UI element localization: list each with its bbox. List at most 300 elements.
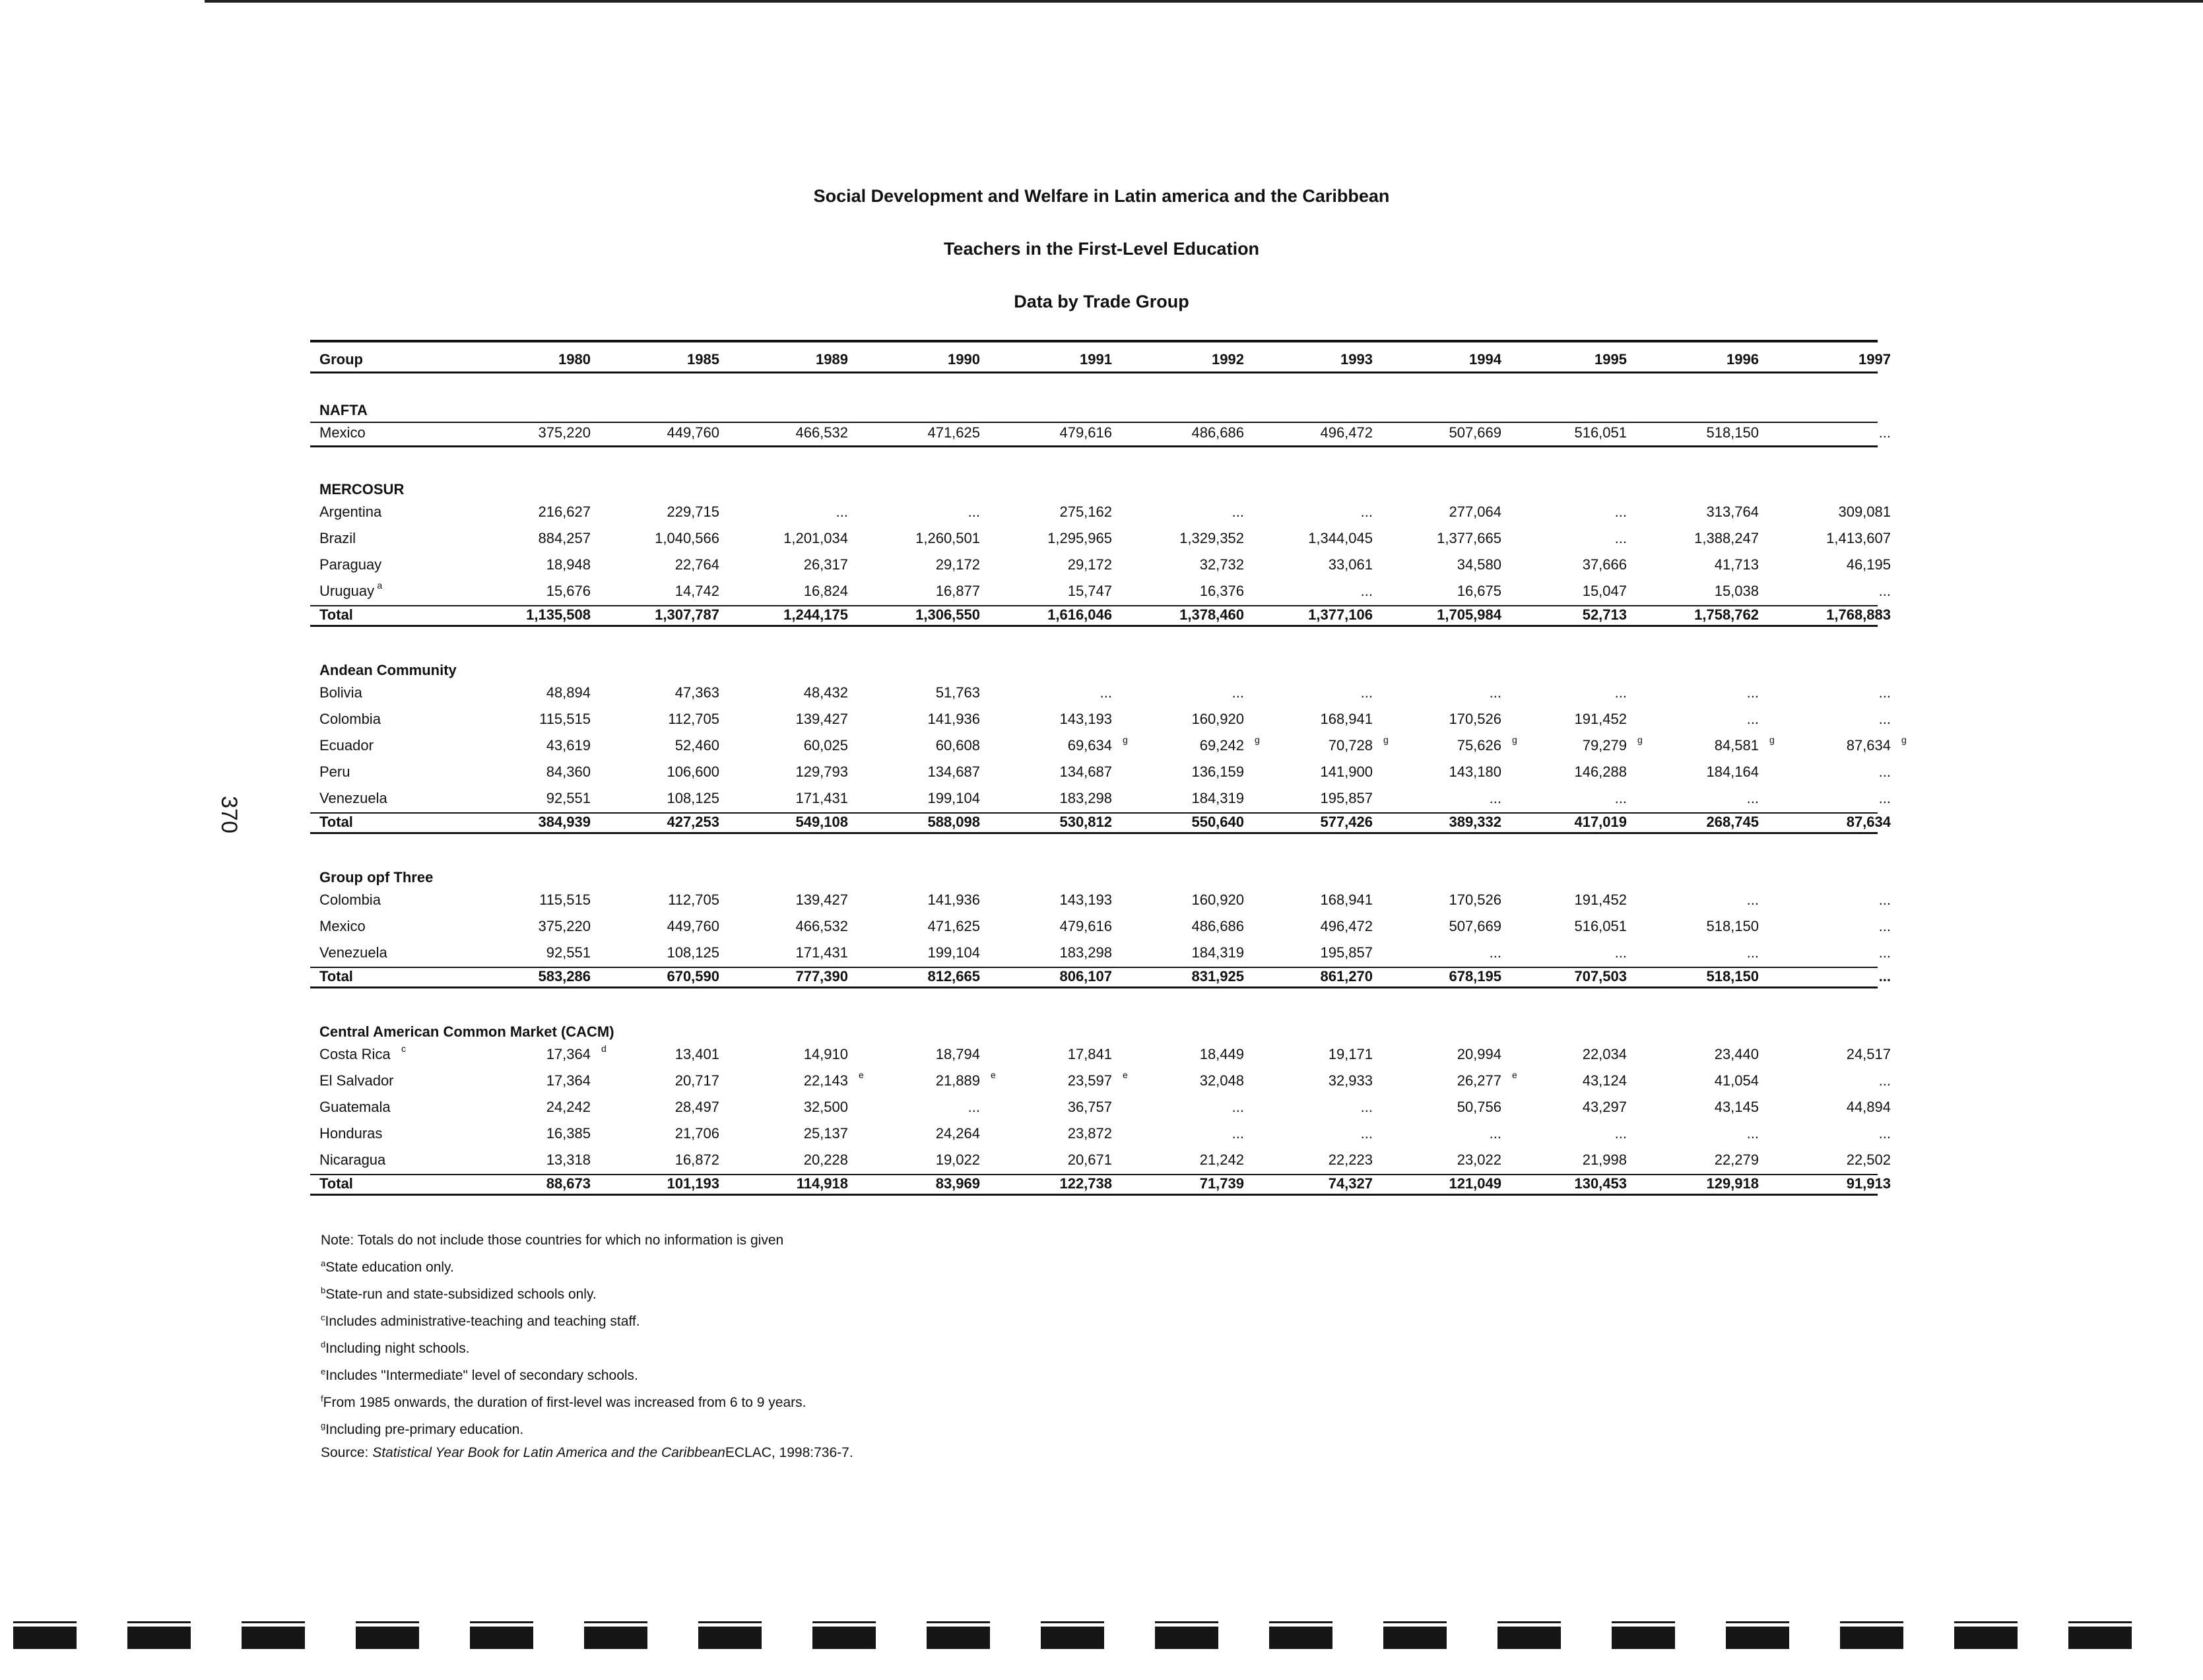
cell-value: 216,627 — [538, 503, 591, 520]
year-header: 1996 — [1726, 351, 1759, 368]
cell-value: 171,431 — [795, 944, 848, 961]
cell-value: ... — [1614, 790, 1627, 806]
cell-value: 60,025 — [803, 737, 848, 754]
header-bottom-rule — [310, 372, 1878, 373]
cell-value: ... — [1878, 1125, 1891, 1142]
source-prefix: Source: — [321, 1445, 373, 1460]
cell-value: 309,081 — [1838, 503, 1891, 520]
cell-value: 466,532 — [795, 424, 848, 441]
edge-mark — [1041, 1623, 1104, 1649]
cell-value: ... — [1878, 1072, 1891, 1089]
cell-value: 486,686 — [1191, 424, 1244, 441]
footnote-marker: g — [1383, 734, 1389, 745]
cell-value: 199,104 — [927, 790, 980, 806]
cell-value: 24,517 — [1846, 1046, 1891, 1062]
footnote-marker: e — [859, 1070, 864, 1080]
footnote-marker: e — [1123, 1070, 1128, 1080]
section-bottom-rule — [310, 445, 1878, 447]
cell-value: 191,452 — [1574, 711, 1627, 727]
cell-value: ... — [1614, 944, 1627, 961]
cell-value: 195,857 — [1320, 790, 1373, 806]
cell-value: 18,948 — [546, 556, 591, 573]
row-label: Bolivia — [319, 684, 362, 701]
footnote-text: Includes "Intermediate" level of secondary schools. — [325, 1368, 638, 1383]
cell-value: 1,040,566 — [655, 530, 719, 546]
table-row — [310, 1151, 1891, 1171]
cell-value: 41,713 — [1714, 556, 1759, 573]
cell-value: ... — [1232, 1125, 1244, 1142]
row-label: Brazil — [319, 530, 356, 546]
cell-value: 170,526 — [1449, 711, 1501, 727]
edge-mark — [2068, 1623, 2132, 1649]
row-label: Mexico — [319, 424, 366, 441]
total-bottom-rule — [310, 625, 1878, 627]
source-line — [321, 1441, 853, 1464]
cell-value: 588,098 — [927, 814, 980, 830]
cell-value: ... — [1489, 1125, 1501, 1142]
cell-value: ... — [1360, 503, 1373, 520]
row-label: Nicaragua — [319, 1151, 386, 1168]
footnote-marker: g — [1637, 734, 1643, 745]
cell-value: 1,307,787 — [655, 606, 719, 623]
page-number: 370 — [216, 796, 242, 833]
row-label: Total — [319, 606, 353, 623]
cell-value: 83,969 — [935, 1175, 980, 1192]
cell-value: 375,220 — [538, 918, 591, 934]
cell-value: 33,061 — [1328, 556, 1373, 573]
footnote-text: Including night schools. — [325, 1341, 470, 1356]
cell-value: ... — [1489, 944, 1501, 961]
cell-value: 389,332 — [1449, 814, 1501, 830]
cell-value: 25,137 — [803, 1125, 848, 1142]
row-label: Venezuela — [319, 944, 387, 961]
table-row — [310, 684, 1891, 704]
footnote-marker: d — [601, 1043, 607, 1054]
table-row — [310, 424, 1891, 444]
footnote — [321, 1414, 853, 1441]
row-label: Central American Common Market (CACM) — [319, 1023, 614, 1040]
table-top-rule — [310, 340, 1878, 342]
cell-value: 23,022 — [1457, 1151, 1501, 1168]
cell-value: 549,108 — [795, 814, 848, 830]
cell-value: ... — [1360, 583, 1373, 599]
cell-value: 19,022 — [935, 1151, 980, 1168]
cell-value: 516,051 — [1574, 424, 1627, 441]
row-label: Honduras — [319, 1125, 383, 1142]
page-title: Social Development and Welfare in Latin america and the Caribbean — [813, 186, 1390, 206]
cell-value: 313,764 — [1706, 503, 1759, 520]
cell-value: 466,532 — [795, 918, 848, 934]
cell-value: 19,171 — [1328, 1046, 1373, 1062]
scan-edge-marks — [0, 1623, 2203, 1650]
footnote-marker: g — [1123, 734, 1128, 745]
cell-value: ... — [1878, 424, 1891, 441]
footnote-marker: e — [991, 1070, 996, 1080]
table-row — [310, 891, 1891, 911]
cell-value: 143,193 — [1059, 711, 1112, 727]
row-label: El Salvador — [319, 1072, 394, 1089]
cell-value: ... — [1232, 503, 1244, 520]
table-row — [310, 763, 1891, 783]
cell-value: 1,377,665 — [1437, 530, 1501, 546]
row-label: Colombia — [319, 891, 381, 908]
cell-value: 1,306,550 — [915, 606, 980, 623]
cell-value: 518,150 — [1706, 918, 1759, 934]
cell-value: 275,162 — [1059, 503, 1112, 520]
cell-value: 861,270 — [1320, 968, 1373, 985]
cell-value: ... — [1878, 711, 1891, 727]
section-heading — [310, 662, 1878, 682]
cell-value: 92,551 — [546, 790, 591, 806]
total-bottom-rule — [310, 1194, 1878, 1196]
footnote-marker: c — [321, 1312, 325, 1322]
footnote — [321, 1333, 853, 1360]
cell-value: 71,739 — [1199, 1175, 1244, 1192]
cell-value: ... — [1878, 968, 1891, 985]
table-subtitle-2: Data by Trade Group — [1014, 292, 1189, 311]
cell-value: 884,257 — [538, 530, 591, 546]
cell-value: 471,625 — [927, 918, 980, 934]
cell-value: 417,019 — [1574, 814, 1627, 830]
cell-value: 143,180 — [1449, 763, 1501, 780]
cell-value: 139,427 — [795, 711, 848, 727]
cell-value: 43,297 — [1582, 1099, 1627, 1115]
cell-value: 47,363 — [674, 684, 719, 701]
cell-value: 1,329,352 — [1179, 530, 1244, 546]
total-bottom-rule — [310, 832, 1878, 834]
cell-value: 268,745 — [1706, 814, 1759, 830]
cell-value: 44,894 — [1846, 1099, 1891, 1115]
cell-value: 22,223 — [1328, 1151, 1373, 1168]
row-label: Venezuela — [319, 790, 387, 806]
edge-mark — [1497, 1623, 1561, 1649]
cell-value: ... — [1489, 790, 1501, 806]
cell-value: 22,034 — [1582, 1046, 1627, 1062]
cell-value: 146,288 — [1574, 763, 1627, 780]
cell-value: 141,936 — [927, 891, 980, 908]
edge-mark — [470, 1623, 533, 1649]
cell-value: 22,143 — [803, 1072, 848, 1089]
source-title: Statistical Year Book for Latin America and the Caribbean — [372, 1445, 725, 1460]
cell-value: 136,159 — [1191, 763, 1244, 780]
cell-value: 184,164 — [1706, 763, 1759, 780]
cell-value: 375,220 — [538, 424, 591, 441]
cell-value: 43,619 — [546, 737, 591, 754]
footnote-marker: b — [321, 1285, 326, 1295]
cell-value: ... — [1878, 763, 1891, 780]
cell-value: 21,998 — [1582, 1151, 1627, 1168]
cell-value: 91,913 — [1846, 1175, 1891, 1192]
cell-value: 384,939 — [538, 814, 591, 830]
footnote-marker: g — [1769, 734, 1775, 745]
section-heading — [310, 402, 1878, 422]
table-row — [310, 1043, 1891, 1066]
cell-value: 24,242 — [546, 1099, 591, 1115]
section-rule — [310, 422, 1878, 423]
row-label: Total — [319, 814, 353, 830]
cell-value: 69,634 — [1067, 737, 1112, 754]
cell-value: 108,125 — [667, 790, 719, 806]
cell-value: ... — [1878, 918, 1891, 934]
year-header: 1985 — [687, 351, 719, 368]
cell-value: 1,388,247 — [1694, 530, 1759, 546]
edge-mark — [1726, 1623, 1789, 1649]
table-row — [310, 1099, 1891, 1118]
cell-value: 21,706 — [674, 1125, 719, 1142]
cell-value: 496,472 — [1320, 918, 1373, 934]
cell-value: 1,705,984 — [1437, 606, 1501, 623]
cell-value: 23,872 — [1067, 1125, 1112, 1142]
cell-value: 87,634 — [1846, 814, 1891, 830]
cell-value: 50,756 — [1457, 1099, 1501, 1115]
cell-value: 518,150 — [1706, 968, 1759, 985]
year-header: 1989 — [816, 351, 848, 368]
cell-value: 112,705 — [668, 711, 719, 727]
total-bottom-rule — [310, 986, 1878, 988]
cell-value: 277,064 — [1449, 503, 1501, 520]
cell-value: 670,590 — [667, 968, 719, 985]
cell-value: 139,427 — [795, 891, 848, 908]
footnote-marker: g — [321, 1421, 326, 1431]
cell-value: 60,608 — [935, 737, 980, 754]
cell-value: 516,051 — [1574, 918, 1627, 934]
cell-value: 22,502 — [1846, 1151, 1891, 1168]
year-header: 1997 — [1858, 351, 1891, 368]
cell-value: 23,440 — [1714, 1046, 1759, 1062]
cell-value: 20,671 — [1067, 1151, 1112, 1168]
cell-value: 17,364 — [546, 1072, 591, 1089]
cell-value: 84,360 — [546, 763, 591, 780]
cell-value: 1,758,762 — [1694, 606, 1759, 623]
edge-mark — [1840, 1623, 1903, 1649]
cell-value: 43,124 — [1582, 1072, 1627, 1089]
cell-value: 29,172 — [935, 556, 980, 573]
cell-value: 112,705 — [668, 891, 719, 908]
cell-value: 229,715 — [667, 503, 719, 520]
table-row — [310, 734, 1907, 757]
row-label: Group — [319, 351, 363, 368]
cell-value: ... — [1360, 684, 1373, 701]
section-heading — [310, 869, 1878, 889]
total-row — [310, 606, 1891, 626]
cell-value: 16,877 — [935, 583, 980, 599]
footnote-marker: c — [401, 1043, 406, 1054]
cell-value: 41,054 — [1714, 1072, 1759, 1089]
cell-value: 496,472 — [1320, 424, 1373, 441]
cell-value: 171,431 — [795, 790, 848, 806]
cell-value: ... — [1878, 684, 1891, 701]
cell-value: 74,327 — [1328, 1175, 1373, 1192]
cell-value: 777,390 — [795, 968, 848, 985]
cell-value: 507,669 — [1449, 424, 1501, 441]
cell-value: 518,150 — [1706, 424, 1759, 441]
cell-value: 1,377,106 — [1308, 606, 1373, 623]
cell-value: 52,460 — [674, 737, 719, 754]
cell-value: ... — [1232, 684, 1244, 701]
edge-mark — [927, 1623, 990, 1649]
edge-mark — [812, 1623, 876, 1649]
cell-value: 550,640 — [1191, 814, 1244, 830]
row-label: Ecuador — [319, 737, 374, 754]
cell-value: 26,317 — [803, 556, 848, 573]
footnote-marker: g — [1901, 734, 1907, 745]
cell-value: ... — [1746, 684, 1759, 701]
cell-value: 20,717 — [674, 1072, 719, 1089]
row-label: Peru — [319, 763, 350, 780]
cell-value: 28,497 — [674, 1099, 719, 1115]
edge-mark — [584, 1623, 647, 1649]
footnote — [321, 1229, 853, 1252]
footnote — [321, 1306, 853, 1333]
cell-value: 87,634 — [1846, 737, 1891, 754]
cell-value: 29,172 — [1067, 556, 1112, 573]
cell-value: 141,936 — [927, 711, 980, 727]
cell-value: 121,049 — [1449, 1175, 1501, 1192]
cell-value: ... — [968, 503, 980, 520]
cell-value: 18,449 — [1199, 1046, 1244, 1062]
edge-mark — [127, 1623, 191, 1649]
cell-value: 101,193 — [667, 1175, 719, 1192]
cell-value: 170,526 — [1449, 891, 1501, 908]
cell-value: 23,597 — [1067, 1072, 1112, 1089]
cell-value: ... — [1614, 684, 1627, 701]
cell-value: 88,673 — [546, 1175, 591, 1192]
cell-value: 160,920 — [1191, 891, 1244, 908]
footnote-text: State-run and state-subsidized schools only. — [325, 1287, 597, 1302]
cell-value: 26,277 — [1457, 1072, 1501, 1089]
table-row — [310, 1070, 1891, 1092]
row-label: Andean Community — [319, 662, 457, 678]
row-label: MERCOSUR — [319, 481, 405, 498]
row-label: Costa Rica — [319, 1046, 391, 1062]
table-row — [310, 790, 1891, 810]
cell-value: 160,920 — [1191, 711, 1244, 727]
cell-value: 75,626 — [1457, 737, 1501, 754]
year-header: 1993 — [1340, 351, 1373, 368]
cell-value: 79,279 — [1582, 737, 1627, 754]
year-header: 1994 — [1469, 351, 1501, 368]
cell-value: 583,286 — [538, 968, 591, 985]
cell-value: 168,941 — [1320, 891, 1373, 908]
footnote — [321, 1279, 853, 1306]
cell-value: ... — [1878, 944, 1891, 961]
table-row — [310, 530, 1891, 550]
cell-value: 530,812 — [1059, 814, 1112, 830]
cell-value: 106,600 — [667, 763, 719, 780]
cell-value: 195,857 — [1320, 944, 1373, 961]
table-row — [310, 556, 1891, 576]
section-heading — [310, 481, 1878, 501]
cell-value: 183,298 — [1059, 790, 1112, 806]
cell-value: 486,686 — [1191, 918, 1244, 934]
table-row — [310, 580, 1891, 602]
cell-value: 16,675 — [1457, 583, 1501, 599]
cell-value: 69,242 — [1199, 737, 1244, 754]
cell-value: 24,264 — [935, 1125, 980, 1142]
year-header: 1992 — [1212, 351, 1244, 368]
edge-mark — [698, 1623, 762, 1649]
cell-value: 17,364 — [546, 1046, 591, 1062]
cell-value: ... — [1489, 684, 1501, 701]
cell-value: 199,104 — [927, 944, 980, 961]
edge-mark — [13, 1623, 77, 1649]
footnote-text: Includes administrative-teaching and teaching staff. — [325, 1314, 640, 1329]
cell-value: 141,900 — [1320, 763, 1373, 780]
cell-value: 14,910 — [803, 1046, 848, 1062]
cell-value: 34,580 — [1457, 556, 1501, 573]
cell-value: 36,757 — [1067, 1099, 1112, 1115]
edge-mark — [1155, 1623, 1218, 1649]
cell-value: 806,107 — [1059, 968, 1112, 985]
edge-mark — [242, 1623, 305, 1649]
cell-value: 1,378,460 — [1179, 606, 1244, 623]
year-header: 1995 — [1595, 351, 1627, 368]
table-subtitle: Teachers in the First-Level Education — [943, 239, 1260, 259]
cell-value: 32,732 — [1199, 556, 1244, 573]
row-label: Total — [319, 1175, 353, 1192]
year-header: 1990 — [948, 351, 980, 368]
source-suffix: ECLAC, 1998:736-7. — [725, 1445, 853, 1460]
cell-value: 1,135,508 — [526, 606, 591, 623]
cell-value: 32,500 — [803, 1099, 848, 1115]
cell-value: 43,145 — [1714, 1099, 1759, 1115]
footnote-marker: d — [321, 1340, 326, 1349]
cell-value: 32,048 — [1199, 1072, 1244, 1089]
cell-value: 108,125 — [667, 944, 719, 961]
footnote — [321, 1252, 853, 1279]
footnote-text: State education only. — [325, 1260, 454, 1275]
cell-value: 479,616 — [1059, 424, 1112, 441]
cell-value: 15,038 — [1714, 583, 1759, 599]
cell-value: 51,763 — [935, 684, 980, 701]
footnote — [321, 1360, 853, 1387]
row-label: Paraguay — [319, 556, 382, 573]
cell-value: ... — [1614, 1125, 1627, 1142]
cell-value: 84,581 — [1714, 737, 1759, 754]
cell-value: 16,824 — [803, 583, 848, 599]
edge-mark — [1612, 1623, 1675, 1649]
cell-value: 191,452 — [1574, 891, 1627, 908]
edge-mark — [1383, 1623, 1447, 1649]
cell-value: 16,376 — [1199, 583, 1244, 599]
year-header: 1991 — [1080, 351, 1112, 368]
total-row — [310, 968, 1891, 988]
cell-value: 22,279 — [1714, 1151, 1759, 1168]
row-label: Guatemala — [319, 1099, 391, 1115]
table-row — [310, 1125, 1891, 1145]
table-row — [310, 944, 1891, 964]
cell-value: 92,551 — [546, 944, 591, 961]
cell-value: 1,344,045 — [1308, 530, 1373, 546]
cell-value: ... — [968, 1099, 980, 1115]
cell-value: ... — [1878, 790, 1891, 806]
cell-value: 70,728 — [1328, 737, 1373, 754]
cell-value: 115,515 — [539, 711, 591, 727]
cell-value: 183,298 — [1059, 944, 1112, 961]
cell-value: ... — [1360, 1099, 1373, 1115]
section-heading — [310, 1023, 1878, 1043]
row-label: Group opf Three — [319, 869, 434, 886]
cell-value: 37,666 — [1582, 556, 1627, 573]
table-header-row — [310, 351, 1891, 371]
cell-value: 707,503 — [1574, 968, 1627, 985]
cell-value: 1,201,034 — [783, 530, 848, 546]
row-label: Uruguay — [319, 583, 375, 599]
cell-value: 1,413,607 — [1826, 530, 1891, 546]
cell-value: 15,047 — [1582, 583, 1627, 599]
cell-value: 20,994 — [1457, 1046, 1501, 1062]
cell-value: 15,747 — [1067, 583, 1112, 599]
